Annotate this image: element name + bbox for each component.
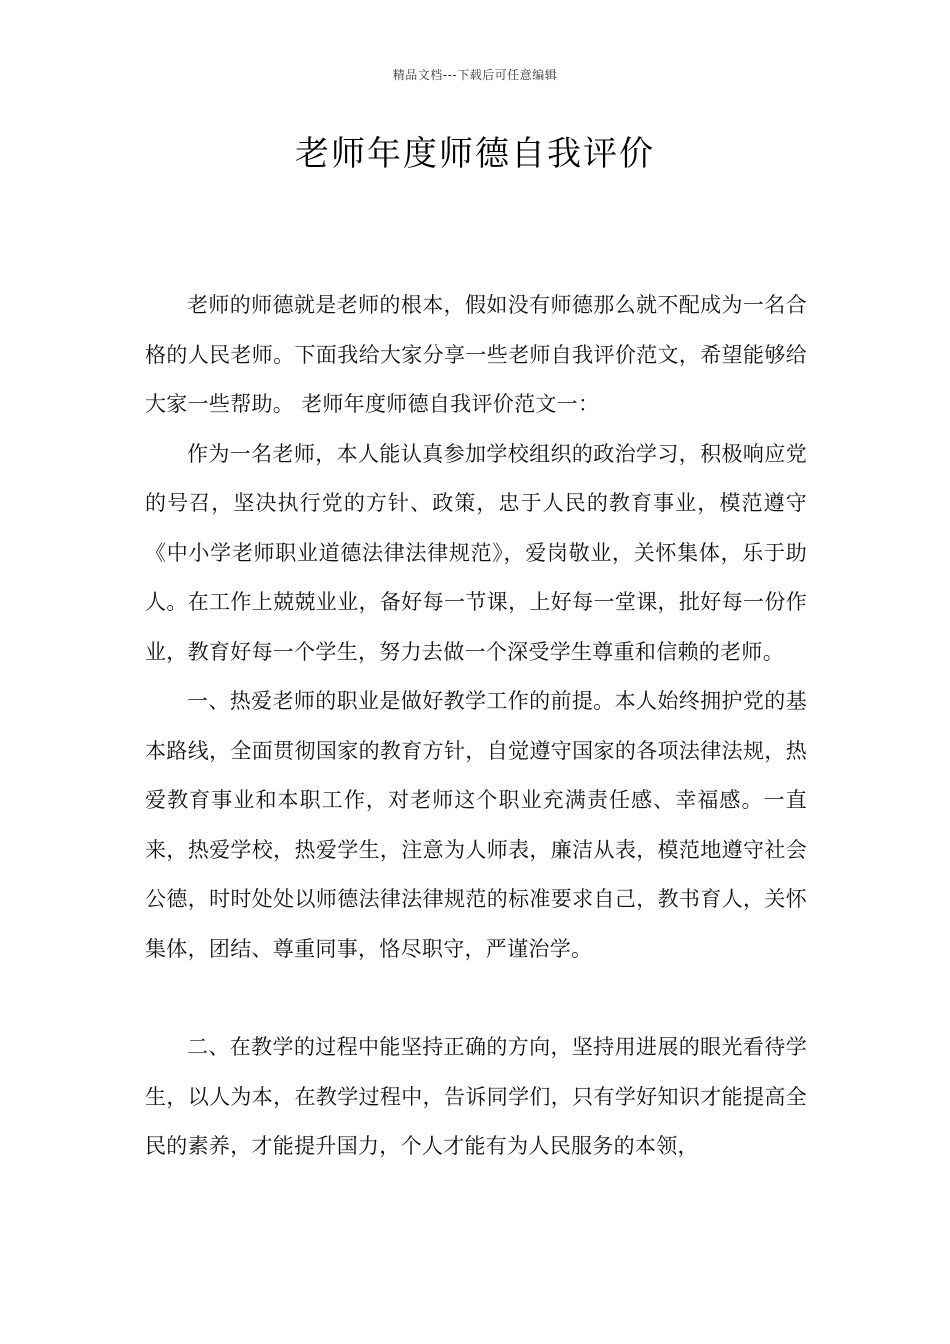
document-title: 老师年度师德自我评价 [295,134,655,174]
paragraph-3: 二、在教学的过程中能坚持正确的方向，坚持用进展的眼光看待学生，以人为本，在教学过程中，告诉同学们，只有学好知识才能提高全民的素养，才能提升国力，个人才能有为人民服务的本领， [145,1035,807,1158]
paragraph-intro: 老师的师德就是老师的根本，假如没有师德那么就不配成为一名合格的人民老师。下面我给大家分享一些老师自我评价范文，希望能够给大家一些帮助。 老师年度师德自我评价范文一： [145,293,807,416]
paragraph-1: 作为一名老师，本人能认真参加学校组织的政治学习，积极响应党的号召，坚决执行党的方针、政策，忠于人民的教育事业，模范遵守《中小学老师职业道德法律法律规范》，爱岗敬业，关怀集体，乐于助人。在工作上兢兢业业，备好每一节课，上好每一堂课，批好每一份作业，教育好每一个学生，努力去做一个深受学生尊重和信赖的老师。 [145,441,807,664]
document-body [145,281,807,1172]
page-header: 精品文档---下载后可任意编辑 [392,68,558,82]
paragraph-gap [145,974,807,1023]
paragraph-2: 一、热爱老师的职业是做好教学工作的前提。本人始终拥护党的基本路线，全面贯彻国家的教育方针，自觉遵守国家的各项法律法规，热爱教育事业和本职工作，对老师这个职业充满责任感、幸福感。一直来，热爱学校，热爱学生，注意为人师表，廉洁从表，模范地遵守社会公德，时时处处以师德法律法律规范的标准要求自己，教书育人，关怀集体，团结、尊重同事，恪尽职守，严谨治学。 [145,689,807,961]
